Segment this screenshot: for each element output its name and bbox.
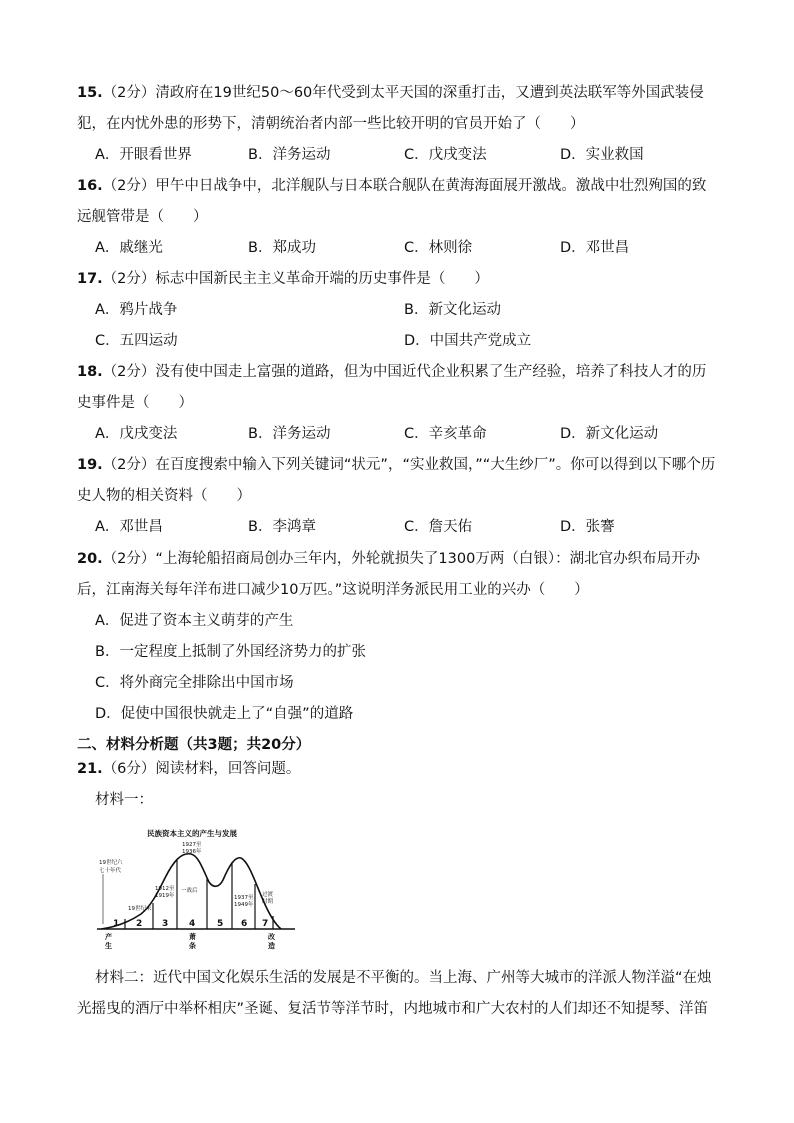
q18-line-2: 史事件是（ ） bbox=[77, 395, 193, 411]
q16-number: 16. bbox=[77, 178, 103, 194]
q17-option-b[interactable]: B．新文化运动 bbox=[404, 302, 501, 318]
bottom-label-reform-2: 造 bbox=[268, 942, 275, 950]
q21-number: 21. bbox=[77, 761, 103, 777]
label-transition-line-1: 过渡 bbox=[262, 892, 274, 898]
q20-option-c[interactable]: C．将外商完全排除出中国市场 bbox=[95, 675, 294, 691]
q21-line-1 bbox=[77, 760, 300, 778]
q19-option-d[interactable]: D．张謇 bbox=[560, 519, 615, 535]
q21-score: （6分） bbox=[102, 761, 156, 777]
label-1860s-line-2: 七十年代 bbox=[99, 868, 122, 874]
q17-option-d[interactable]: D．中国共产党成立 bbox=[404, 333, 532, 349]
label-1937-line-1: 1937至 bbox=[234, 895, 254, 901]
q18-text-1: 没有使中国走上富强的道路，但为中国近代企业积累了生产经验，培养了科技人才的历 bbox=[155, 364, 707, 380]
q16-text-1: 甲午中日战争中，北洋舰队与日本联合舰队在黄海海面展开激战。激战中壮烈殉国的致 bbox=[155, 178, 707, 194]
q17-text-1: 标志中国新民主主义革命开端的历史事件是（ ） bbox=[155, 271, 489, 287]
bottom-label-produce-1: 产 bbox=[105, 933, 112, 941]
q15-option-a[interactable]: A．开眼看世界 bbox=[95, 147, 192, 163]
q15-line-2: 犯，在内忧外患的形势下，清朝统治者内部一些比较开明的官员开始了（ ） bbox=[77, 116, 585, 132]
q15-text-1: 清政府在19世纪50～60年代受到太平天国的深重打击，又遭到英法联军等外国武装侵 bbox=[155, 85, 704, 101]
bottom-label-depression-1: 萧 bbox=[189, 933, 196, 941]
label-1912-line-2: 1919年 bbox=[155, 893, 175, 899]
q16-option-a[interactable]: A．戚继光 bbox=[95, 240, 163, 256]
q18-option-a[interactable]: A．戊戌变法 bbox=[95, 426, 178, 442]
q16-line-2: 远舰管带是（ ） bbox=[77, 209, 208, 225]
q15-option-c[interactable]: C．戊戌变法 bbox=[404, 147, 487, 163]
bottom-label-reform-1: 改 bbox=[268, 933, 275, 941]
stage-number-5: 5 bbox=[217, 919, 224, 929]
material-2-line-2: 光摇曳的酒厅中举杯相庆”圣诞、复活节等洋节时，内地城市和广大农村的人们却还不知提琴、洋笛 bbox=[77, 1001, 709, 1017]
section-2-title: 二、材料分析题（共3题；共20分） bbox=[77, 737, 311, 753]
q19-line-1 bbox=[77, 456, 715, 474]
q16-option-c[interactable]: C．林则徐 bbox=[404, 240, 473, 256]
label-1912-line-1: 1912至 bbox=[155, 886, 175, 892]
q18-option-d[interactable]: D．新文化运动 bbox=[560, 426, 659, 442]
bottom-label-produce-2: 生 bbox=[105, 942, 112, 950]
q20-score: （2分） bbox=[102, 551, 156, 567]
q15-option-d[interactable]: D．实业救国 bbox=[560, 147, 644, 163]
label-1927-line-1: 1927至 bbox=[182, 842, 202, 848]
q20-text-1: “上海轮船招商局创办三年内，外轮就损失了1300万两（白银）：湖北官办织布局开办 bbox=[155, 551, 701, 567]
q17-option-c[interactable]: C．五四运动 bbox=[95, 333, 178, 349]
stage-number-1: 1 bbox=[113, 919, 120, 929]
material-1-label: 材料一： bbox=[95, 792, 153, 808]
stage-number-2: 2 bbox=[136, 919, 143, 929]
q20-line-2: 后，江南海关每年洋布进口减少10万匹。”这说明洋务派民用工业的兴办（ ） bbox=[77, 582, 589, 598]
q18-line-1 bbox=[77, 363, 706, 381]
q15-option-b[interactable]: B．洋务运动 bbox=[248, 147, 331, 163]
q15-line-1 bbox=[77, 84, 704, 102]
q16-option-b[interactable]: B．郑成功 bbox=[248, 240, 316, 256]
q20-line-1 bbox=[77, 550, 700, 568]
stage-number-7: 7 bbox=[262, 919, 269, 929]
q19-text-1: 在百度搜索中输入下列关键词“状元”，“实业救国，”“大生纱厂”。你可以得到以下哪个历 bbox=[155, 457, 716, 473]
label-1937-line-2: 1949年 bbox=[234, 902, 254, 908]
q19-option-c[interactable]: C．詹天佑 bbox=[404, 519, 473, 535]
q19-score: （2分） bbox=[102, 457, 156, 473]
q20-number: 20. bbox=[77, 551, 103, 567]
q19-option-b[interactable]: B．李鸿章 bbox=[248, 519, 316, 535]
q19-line-2: 史人物的相关资料（ ） bbox=[77, 488, 251, 504]
q17-line-1 bbox=[77, 270, 489, 288]
label-late-19c: 19世纪末 bbox=[128, 906, 152, 912]
label-transition-line-2: 时期 bbox=[262, 899, 274, 905]
stage-number-3: 3 bbox=[162, 919, 169, 929]
q17-number: 17. bbox=[77, 271, 103, 287]
q17-option-a[interactable]: A．鸦片战争 bbox=[95, 302, 178, 318]
stage-number-6: 6 bbox=[241, 919, 248, 929]
q18-option-b[interactable]: B．洋务运动 bbox=[248, 426, 331, 442]
q15-score: （2分） bbox=[102, 85, 156, 101]
label-ww1: 一战后 bbox=[181, 888, 198, 894]
q20-option-d[interactable]: D．促使中国很快就走上了“自强”的道路 bbox=[95, 706, 354, 722]
q19-number: 19. bbox=[77, 457, 103, 473]
q19-option-a[interactable]: A．邓世昌 bbox=[95, 519, 163, 535]
q15-number: 15. bbox=[77, 85, 103, 101]
material-2-line-1: 材料二：近代中国文化娱乐生活的发展是不平衡的。当上海、广州等大城市的洋派人物洋溢“在烛 bbox=[95, 970, 712, 986]
capitalism-development-figure bbox=[95, 826, 300, 951]
q16-score: （2分） bbox=[102, 178, 156, 194]
q18-number: 18. bbox=[77, 364, 103, 380]
label-1927-line-2: 1936年 bbox=[182, 849, 202, 855]
q20-option-b[interactable]: B．一定程度上抵制了外国经济势力的扩张 bbox=[95, 644, 366, 660]
stage-number-4: 4 bbox=[189, 919, 196, 929]
q18-option-c[interactable]: C．辛亥革命 bbox=[404, 426, 487, 442]
q17-score: （2分） bbox=[102, 271, 156, 287]
q21-text: 阅读材料，回答问题。 bbox=[155, 761, 301, 777]
q16-line-1 bbox=[77, 177, 706, 195]
q16-option-d[interactable]: D．邓世昌 bbox=[560, 240, 630, 256]
figure-title: 民族资本主义的产生与发展 bbox=[147, 829, 237, 838]
bottom-label-depression-2: 条 bbox=[189, 942, 196, 950]
q20-option-a[interactable]: A．促进了资本主义萌芽的产生 bbox=[95, 613, 294, 629]
q18-score: （2分） bbox=[102, 364, 156, 380]
label-1860s-line-1: 19世纪六 bbox=[99, 860, 123, 866]
